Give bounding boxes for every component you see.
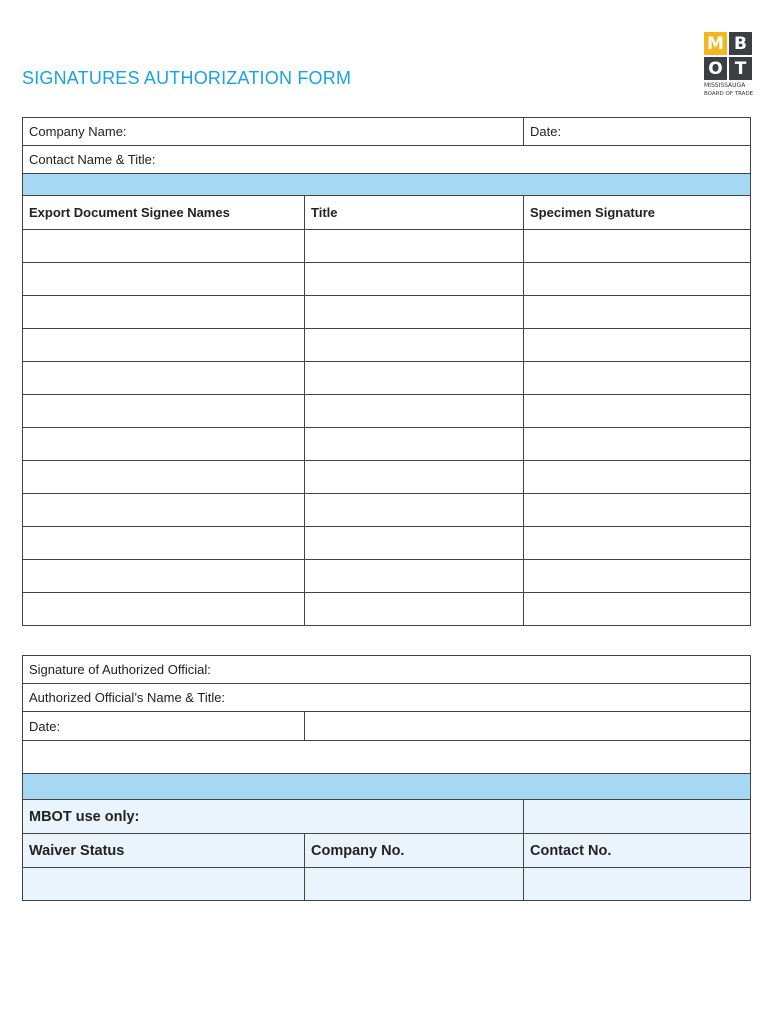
mbot-use-cell[interactable]	[524, 800, 751, 834]
form-title: SIGNATURES AUTHORIZATION FORM	[22, 68, 352, 88]
signature-cell[interactable]	[524, 494, 751, 527]
logo-letter-o: O	[704, 57, 727, 80]
mbot-logo	[704, 32, 754, 98]
title-cell[interactable]	[305, 296, 524, 329]
title-cell[interactable]	[305, 329, 524, 362]
contact-no-cell[interactable]	[524, 868, 751, 901]
signee-cell[interactable]	[23, 593, 305, 626]
signature-cell[interactable]	[524, 395, 751, 428]
table-row	[23, 461, 751, 494]
signee-cell[interactable]	[23, 461, 305, 494]
title-cell[interactable]	[305, 395, 524, 428]
auth-date-value[interactable]	[305, 712, 751, 741]
title-cell[interactable]	[305, 263, 524, 296]
signature-cell[interactable]	[524, 296, 751, 329]
table-row	[23, 362, 751, 395]
title-cell[interactable]	[305, 494, 524, 527]
logo-letter-b: B	[729, 32, 752, 55]
table-row	[23, 230, 751, 263]
signature-label: Signature of Authorized Official:	[29, 662, 211, 677]
col-header-title: Title	[305, 196, 524, 230]
signee-table	[22, 117, 751, 626]
company-no-cell[interactable]	[305, 868, 524, 901]
section-band	[23, 774, 751, 800]
title-cell[interactable]	[305, 527, 524, 560]
signature-cell[interactable]	[524, 560, 751, 593]
title-cell[interactable]	[305, 230, 524, 263]
table-row	[23, 263, 751, 296]
signee-cell[interactable]	[23, 230, 305, 263]
col-header-waiver: Waiver Status	[23, 834, 305, 868]
official-name-label: Authorized Official’s Name & Title:	[29, 690, 226, 705]
mbot-use-label: MBOT use only:	[23, 800, 524, 834]
table-row	[23, 428, 751, 461]
table-row	[23, 527, 751, 560]
signee-cell[interactable]	[23, 560, 305, 593]
contact-field[interactable]	[23, 146, 751, 174]
col-header-contact-no: Contact No.	[524, 834, 751, 868]
col-header-signature: Specimen Signature	[524, 196, 751, 230]
signee-cell[interactable]	[23, 362, 305, 395]
company-name-field[interactable]	[23, 118, 524, 146]
table-row	[23, 494, 751, 527]
contact-label: Contact Name & Title:	[29, 152, 156, 167]
signature-cell[interactable]	[524, 461, 751, 494]
signature-cell[interactable]	[524, 263, 751, 296]
table-row	[23, 868, 751, 901]
signee-cell[interactable]	[23, 494, 305, 527]
signee-cell[interactable]	[23, 329, 305, 362]
title-cell[interactable]	[305, 560, 524, 593]
signature-cell[interactable]	[524, 428, 751, 461]
col-header-company-no: Company No.	[305, 834, 524, 868]
authorization-table	[22, 655, 751, 901]
logo-line1: MISSISSAUGA	[704, 82, 746, 89]
signature-cell[interactable]	[524, 362, 751, 395]
company-name-label: Company Name:	[29, 124, 127, 139]
logo-letter-m: M	[704, 32, 727, 55]
title-cell[interactable]	[305, 428, 524, 461]
title-cell[interactable]	[305, 461, 524, 494]
signature-field[interactable]	[23, 656, 751, 684]
signee-cell[interactable]	[23, 527, 305, 560]
section-band	[23, 174, 751, 196]
table-row	[23, 560, 751, 593]
official-name-field[interactable]	[23, 684, 751, 712]
table-row	[23, 296, 751, 329]
signature-cell[interactable]	[524, 329, 751, 362]
blank-row[interactable]	[23, 741, 751, 774]
table-row	[23, 593, 751, 626]
signature-cell[interactable]	[524, 230, 751, 263]
col-header-signee: Export Document Signee Names	[23, 196, 305, 230]
date-label: Date:	[530, 124, 562, 139]
table-row	[23, 329, 751, 362]
signee-cell[interactable]	[23, 296, 305, 329]
title-cell[interactable]	[305, 593, 524, 626]
logo-letter-t: T	[729, 57, 752, 80]
signature-cell[interactable]	[524, 593, 751, 626]
signee-cell[interactable]	[23, 395, 305, 428]
table-row	[23, 395, 751, 428]
date-field[interactable]	[524, 118, 751, 146]
logo-line2: BOARD OF TRADE	[704, 91, 754, 97]
waiver-status-cell[interactable]	[23, 868, 305, 901]
signee-cell[interactable]	[23, 263, 305, 296]
signature-cell[interactable]	[524, 527, 751, 560]
auth-date-field[interactable]	[23, 712, 305, 741]
signee-cell[interactable]	[23, 428, 305, 461]
auth-date-label: Date:	[29, 718, 61, 734]
title-cell[interactable]	[305, 362, 524, 395]
